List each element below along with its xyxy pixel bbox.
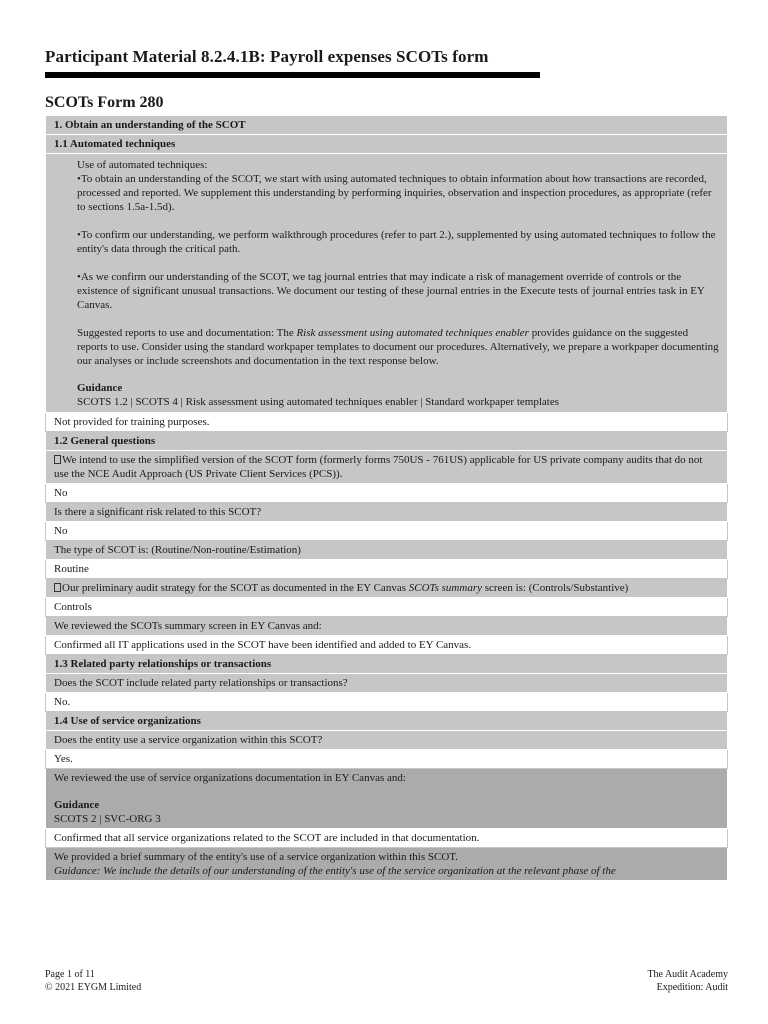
form-title: SCOTs Form 280 [45, 94, 164, 111]
audit-strategy-text-cont: screen is: (Controls/Substantive) [482, 582, 629, 594]
instruction-p4-text: Suggested reports to use and documentation: The [77, 327, 297, 339]
scots-form-table [45, 115, 728, 881]
service-org-answer: Yes. [46, 750, 728, 769]
question-row [46, 731, 728, 750]
response-row [46, 413, 728, 432]
response-row [46, 693, 728, 712]
section-row [46, 154, 728, 413]
section-row [46, 135, 728, 154]
footer-right [647, 968, 728, 994]
instruction-paragraph-4 [77, 326, 719, 368]
significant-risk-question: Is there a significant risk related to this SCOT? [46, 503, 728, 522]
service-org-question: Does the entity use a service organization within this SCOT? [46, 731, 728, 750]
section-row [46, 712, 728, 731]
response-row [46, 560, 728, 579]
response-row [46, 829, 728, 848]
checkbox-glyph-icon [54, 455, 61, 464]
response-row [46, 636, 728, 655]
question-row [46, 617, 728, 636]
simplified-form-answer: No [46, 484, 728, 503]
section-row [46, 116, 728, 135]
question-row [46, 503, 728, 522]
scot-type-question: The type of SCOT is: (Routine/Non-routine/Estimation) [46, 541, 728, 560]
response-row [46, 484, 728, 503]
section-1-2-heading: 1.2 General questions [46, 432, 728, 451]
automated-techniques-response: Not provided for training purposes. [46, 413, 728, 432]
section-1-heading: 1. Obtain an understanding of the SCOT [46, 116, 728, 135]
section-1-4-heading: 1.4 Use of service organizations [46, 712, 728, 731]
guidance-label: Guidance [77, 382, 123, 394]
service-org-summary-question [46, 848, 728, 881]
question-row [46, 541, 728, 560]
scots-summary-review-question: We reviewed the SCOTs summary screen in EY Canvas and: [46, 617, 728, 636]
audit-strategy-text: Our preliminary audit strategy for the SCOT as documented in the EY Canvas [62, 582, 409, 594]
cut-off-content [54, 850, 719, 878]
service-org-summary-guidance: Guidance: We include the details of our understanding of the entity's use of the service organization at the relevant phase of the [54, 865, 616, 877]
guidance-references: SCOTS 1.2 | SCOTS 4 | Risk assessment using automated techniques enabler | Standard workpaper templates [77, 396, 559, 408]
organization-name: The Audit Academy [647, 969, 728, 980]
enabler-reference: Risk assessment using automated techniques enabler [296, 327, 529, 339]
program-name: Expedition: Audit [656, 982, 728, 993]
question-row [46, 451, 728, 484]
section-1-1-heading: 1.1 Automated techniques [46, 135, 728, 154]
question-row [46, 674, 728, 693]
automated-techniques-instructions [46, 154, 728, 413]
related-party-question: Does the SCOT include related party relationships or transactions? [46, 674, 728, 693]
simplified-form-question [46, 451, 728, 484]
question-row [46, 848, 728, 881]
response-row [46, 750, 728, 769]
audit-strategy-answer: Controls [46, 598, 728, 617]
response-row [46, 522, 728, 541]
section-1-3-heading: 1.3 Related party relationships or transactions [46, 655, 728, 674]
service-org-documentation-answer: Confirmed that all service organizations related to the SCOT are included in that documentation. [46, 829, 728, 848]
guidance-label: Guidance [54, 799, 100, 811]
instruction-paragraph-3: •As we confirm our understanding of the SCOT, we tag journal entries that may indicate a risk of management override of controls or the existence of significant unusual transactions. We document our testing of these journal entries in the Execute tests of journal entries task in EY Canvas. [77, 271, 705, 311]
scot-type-answer: Routine [46, 560, 728, 579]
page-number: Page 1 of 11 [45, 969, 95, 980]
instruction-p4-text-cont: provides guidance on the suggested reports to use. Consider using the standard workpaper templates to document our procedures. Alternatively, we prepare a workpaper documenting our analyses or include screenshots and documentation in the text response below. [77, 327, 719, 367]
instruction-intro-text: Use of automated techniques: [77, 159, 208, 171]
checkbox-glyph-icon [54, 583, 61, 592]
service-org-documentation-question [46, 769, 728, 829]
guidance-references: SCOTS 2 | SVC-ORG 3 [54, 813, 161, 825]
instruction-paragraph-2: •To confirm our understanding, we perform walkthrough procedures (refer to part 2.), supplemented by using automated techniques to follow the entity's data through the critical path. [77, 229, 716, 255]
scots-summary-reference: SCOTs summary [408, 582, 482, 594]
response-row [46, 598, 728, 617]
instruction-paragraph-1: •To obtain an understanding of the SCOT, we start with using automated techniques to obtain information about how transactions are recorded, processed and reported. We supplement this understanding by performing inquiries, observation and inspection procedures, as appropriate (refer to sections 1.5a-1.5d). [77, 173, 712, 213]
question-row [46, 579, 728, 598]
service-org-summary-text: We provided a brief summary of the entity's use of a service organization within this SCOT. [54, 851, 458, 863]
question-row [46, 769, 728, 829]
service-org-documentation-text: We reviewed the use of service organizations documentation in EY Canvas and: [54, 772, 406, 784]
related-party-answer: No. [46, 693, 728, 712]
copyright-notice: © 2021 EYGM Limited [45, 982, 142, 993]
section-row [46, 432, 728, 451]
scots-summary-review-answer: Confirmed all IT applications used in the SCOT have been identified and added to EY Canvas. [46, 636, 728, 655]
audit-strategy-question [46, 579, 728, 598]
title-underline-rule [45, 72, 540, 78]
instruction-intro [77, 158, 719, 214]
significant-risk-answer: No [46, 522, 728, 541]
document-title: Participant Material 8.2.4.1B: Payroll expenses SCOTs form [45, 47, 489, 66]
section-row [46, 655, 728, 674]
simplified-form-question-text: We intend to use the simplified version of the SCOT form (formerly forms 750US - 761US) applicable for US private company audits that do not use the NCE Audit Approach (US Private Client Services (PCS)). [54, 454, 703, 480]
footer-left [45, 968, 141, 994]
